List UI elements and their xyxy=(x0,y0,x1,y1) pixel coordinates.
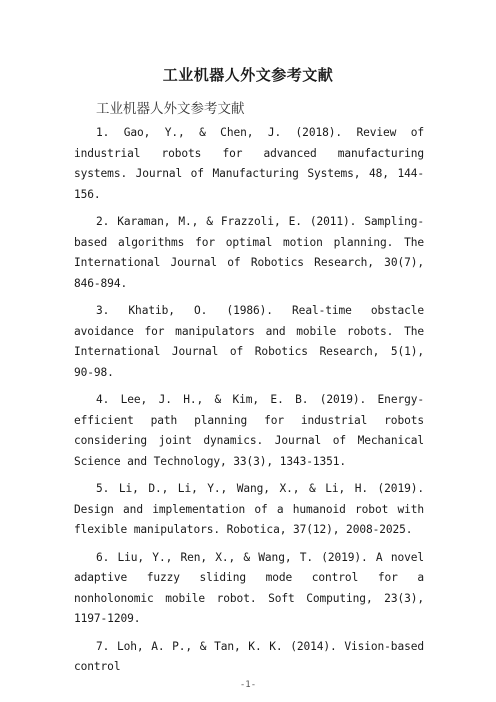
document-subtitle: 工业机器人外文参考文献 xyxy=(96,101,245,117)
reference-item: 7. Loh, A. P., & Tan, K. K. (2014). Vision-based control xyxy=(74,639,424,673)
reference-item: 1. Gao, Y., & Chen, J. (2018). Review of industrial robots for advanced manufacturing systems. Journal of Manufacturing Systems, 48, 144-156. xyxy=(74,126,424,201)
document-title: 工业机器人外文参考文献 xyxy=(162,66,334,84)
reference-item: 5. Li, D., Li, Y., Wang, X., & Li, H. (2019). Design and implementation of a humanoid robot with flexible manipulators. Robotica, 37(12), 2008-2025. xyxy=(74,482,424,536)
reference-item: 4. Lee, J. H., & Kim, E. B. (2019). Energy-efficient path planning for industrial robots considering joint dynamics. Journal of Mechanical Science and Technology, 33(3), 1343-1351. xyxy=(74,393,424,468)
reference-list xyxy=(74,123,424,685)
reference-item: 6. Liu, Y., Ren, X., & Wang, T. (2019). A novel adaptive fuzzy sliding mode control for a nonholonomic mobile robot. Soft Computing, 23(3), 1197-1209. xyxy=(74,550,424,625)
reference-item: 2. Karaman, M., & Frazzoli, E. (2011). Sampling-based algorithms for optimal motion planning. The International Journal of Robotics Research, 30(7), 846-894. xyxy=(74,215,424,290)
reference-item: 3. Khatib, O. (1986). Real-time obstacle avoidance for manipulators and mobile robots. The International Journal of Robotics Research, 5(1), 90-98. xyxy=(74,304,424,379)
page-number: -1- xyxy=(239,680,257,690)
